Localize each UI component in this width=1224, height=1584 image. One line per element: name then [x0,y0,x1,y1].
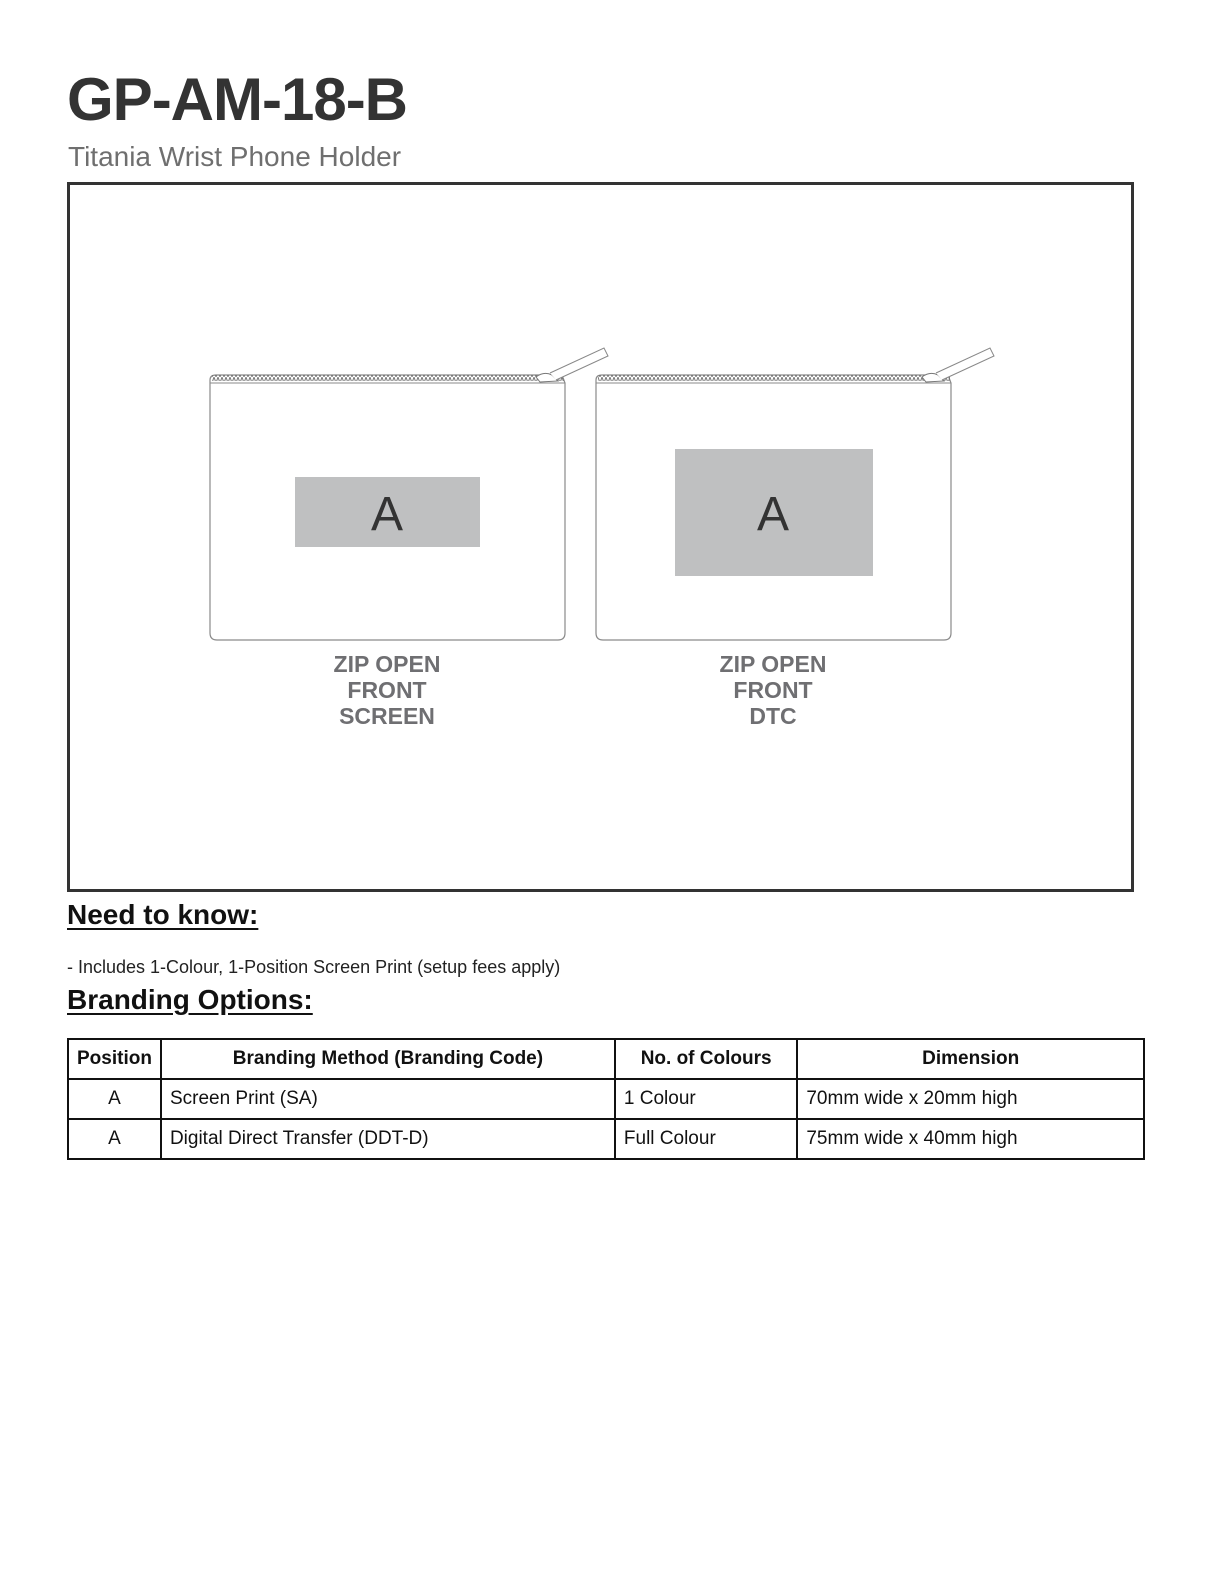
product-code: GP-AM-18-B [67,66,408,133]
table-row [68,1079,1144,1119]
print-area-label: A [370,488,404,541]
caption-line: ZIP OPEN [333,651,441,677]
table-header-row [68,1039,1144,1079]
position-cell: A [68,1119,161,1159]
method-cell: Screen Print (SA) [161,1079,615,1119]
view-caption-dtc [653,651,893,729]
need-to-know-item: - Includes 1-Colour, 1-Position Screen Print (setup fees apply) [67,957,561,977]
caption-line: DTC [749,703,797,729]
branding-options-heading: Branding Options: [67,984,313,1015]
product-drawing [70,185,1131,889]
pouch-view-screen [210,348,608,640]
caption-line: FRONT [347,677,427,703]
colours-cell: 1 Colour [615,1079,797,1119]
column-header: Branding Method (Branding Code) [161,1039,615,1079]
zipper-teeth [212,375,564,381]
table-row [68,1119,1144,1159]
dimension-cell: 75mm wide x 40mm high [797,1119,1144,1159]
position-cell: A [68,1079,161,1119]
colours-cell: Full Colour [615,1119,797,1159]
product-image-frame [67,182,1134,892]
method-cell: Digital Direct Transfer (DDT-D) [161,1119,615,1159]
column-header: Position [68,1039,161,1079]
product-name: Titania Wrist Phone Holder [68,141,402,172]
need-to-know-heading: Need to know: [67,899,259,930]
column-header: Dimension [797,1039,1144,1079]
caption-line: SCREEN [339,703,435,729]
caption-line: FRONT [733,677,813,703]
print-area-label: A [756,488,790,541]
caption-line: ZIP OPEN [719,651,827,677]
pouch-view-dtc [596,348,994,640]
branding-options-table [67,1038,1145,1160]
dimension-cell: 70mm wide x 20mm high [797,1079,1144,1119]
zipper-pull-icon [922,348,994,382]
zipper-teeth [598,375,950,381]
view-caption-screen [267,651,507,729]
column-header: No. of Colours [615,1039,797,1079]
